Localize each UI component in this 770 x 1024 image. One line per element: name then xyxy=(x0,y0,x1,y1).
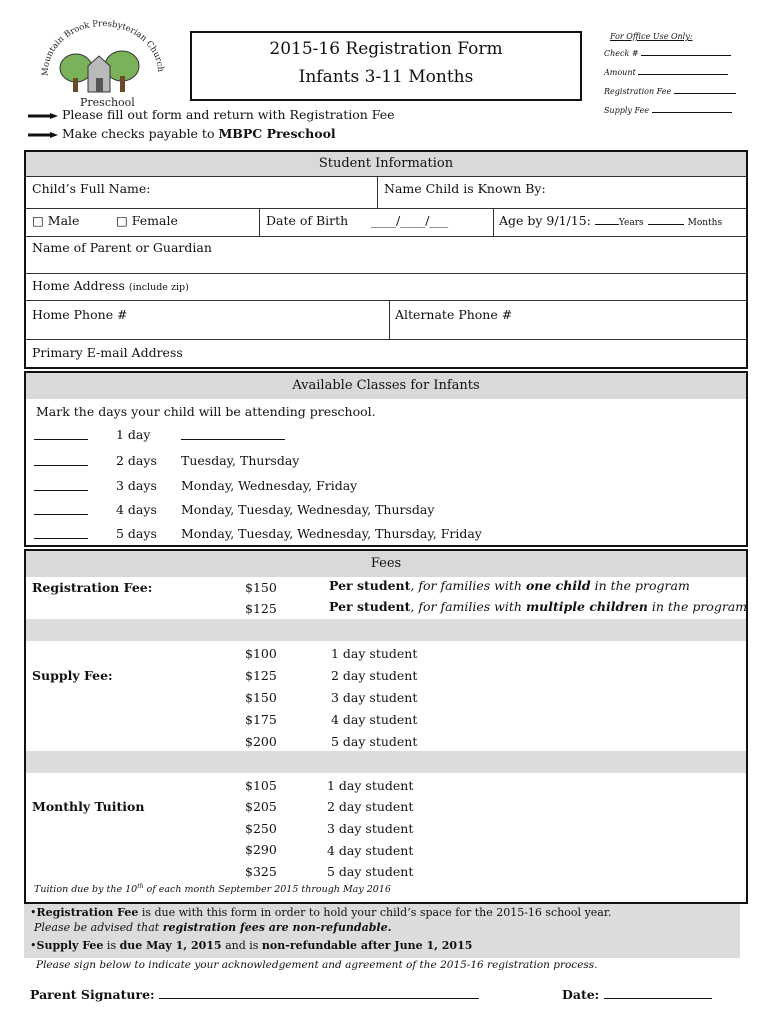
email-field[interactable]: Primary E-mail Address xyxy=(32,345,183,360)
fees-section xyxy=(24,549,748,904)
parent-name-field[interactable]: Name of Parent or Guardian xyxy=(32,240,212,255)
fee-amount: $125 xyxy=(245,601,277,616)
fee-description: Per student, for families with one child in the program xyxy=(329,578,690,593)
classes-instruction: Mark the days your child will be attending preschool. xyxy=(36,404,376,419)
fee-amount: $205 xyxy=(245,799,277,814)
instruction-line-1: Please fill out form and return with Registration Fee xyxy=(28,107,395,122)
registration-fee-label: Registration Fee: xyxy=(32,580,153,595)
fee-amount: $105 xyxy=(245,778,277,793)
monthly-tuition-label: Monthly Tuition xyxy=(32,799,145,814)
fee-amount: $290 xyxy=(245,842,277,857)
fee-amount: $325 xyxy=(245,864,277,879)
note-acknowledgement: Please sign below to indicate your acknowledgement and agreement of the 2015-16 registration process. xyxy=(36,959,598,971)
office-use-heading: For Office Use Only: xyxy=(610,32,693,41)
form-title: 2015-16 Registration Form xyxy=(269,39,503,59)
logo-arc-text: Mountain Brook Presbyterian Church xyxy=(40,19,166,77)
fee-amount: $100 xyxy=(245,646,277,661)
fee-description: 4 day student xyxy=(327,843,414,858)
office-reg-fee[interactable]: Registration Fee xyxy=(604,87,754,96)
known-by-field[interactable]: Name Child is Known By: xyxy=(384,181,546,196)
tuition-note: Tuition due by the 10th of each month September 2015 through May 2016 xyxy=(34,883,391,896)
student-info-header: Student Information xyxy=(26,152,746,176)
form-subtitle: Infants 3-11 Months xyxy=(298,67,474,87)
note-registration-fee: •Registration Fee is due with this form in order to hold your child’s space for the 2015-16 school year. xyxy=(30,906,612,919)
office-check[interactable]: Check # xyxy=(604,49,754,58)
fees-header: Fees xyxy=(26,551,746,577)
fee-description: 5 day student xyxy=(327,864,414,879)
date-field[interactable]: Date: xyxy=(562,987,712,1002)
office-use-block xyxy=(604,32,754,115)
fee-amount: $150 xyxy=(245,690,277,705)
student-info-section xyxy=(24,150,748,369)
fee-description: 2 day student xyxy=(331,668,418,683)
female-checkbox[interactable]: □ Female xyxy=(116,213,178,228)
fee-amount: $250 xyxy=(245,821,277,836)
date-of-birth-field[interactable]: ____/____/___ xyxy=(371,213,449,228)
fee-description: 3 day student xyxy=(327,821,414,836)
office-supply-fee[interactable]: Supply Fee xyxy=(604,106,754,115)
fee-description: 4 day student xyxy=(331,712,418,727)
arrow-right-icon xyxy=(28,113,58,119)
classes-header: Available Classes for Infants xyxy=(26,373,746,399)
classes-section: Available Classes for Infants Mark the days your child will be attending preschool. 1 day 2 days Tuesday, Thursday 3 days Monday, Wednesday, Friday 4 days Monday, Tuesday, Wednesday, Thursday 5 days Monday, Tuesday, Wednesday, Thursday, Friday xyxy=(24,371,748,547)
school-logo xyxy=(36,18,166,110)
fee-amount: $200 xyxy=(245,734,277,749)
child-name-field[interactable]: Child’s Full Name: xyxy=(32,181,151,196)
fee-amount: $175 xyxy=(245,712,277,727)
male-checkbox[interactable]: □ Male xyxy=(32,213,80,228)
fee-description: 3 day student xyxy=(331,690,418,705)
instruction-line-2: Make checks payable to MBPC Preschool xyxy=(28,126,336,141)
fee-description: 2 day student xyxy=(327,799,414,814)
logo-preschool-text: Preschool xyxy=(80,96,135,109)
home-phone-field[interactable]: Home Phone # xyxy=(32,307,128,322)
fee-description: Per student, for families with multiple children in the program xyxy=(329,599,748,614)
logo-illustration xyxy=(36,18,166,110)
alternate-phone-field[interactable]: Alternate Phone # xyxy=(395,307,513,322)
supply-fee-label: Supply Fee: xyxy=(32,668,113,683)
title-box xyxy=(190,31,582,101)
fee-amount: $150 xyxy=(245,580,277,595)
parent-signature-field[interactable]: Parent Signature: xyxy=(30,987,479,1002)
date-of-birth-label: Date of Birth xyxy=(266,213,349,228)
fee-description: 1 day student xyxy=(331,646,418,661)
arrow-right-icon xyxy=(28,132,58,138)
note-non-refundable: Please be advised that registration fees are non-refundable. xyxy=(34,921,392,934)
fee-description: 5 day student xyxy=(331,734,418,749)
age-field[interactable]: Age by 9/1/15: Years Months xyxy=(499,213,723,228)
fee-amount: $125 xyxy=(245,668,277,683)
office-amount[interactable]: Amount xyxy=(604,68,754,77)
home-address-field[interactable]: Home Address (include zip) xyxy=(32,278,189,293)
fee-description: 1 day student xyxy=(327,778,414,793)
note-supply-fee: •Supply Fee is due May 1, 2015 and is non-refundable after June 1, 2015 xyxy=(30,939,473,952)
